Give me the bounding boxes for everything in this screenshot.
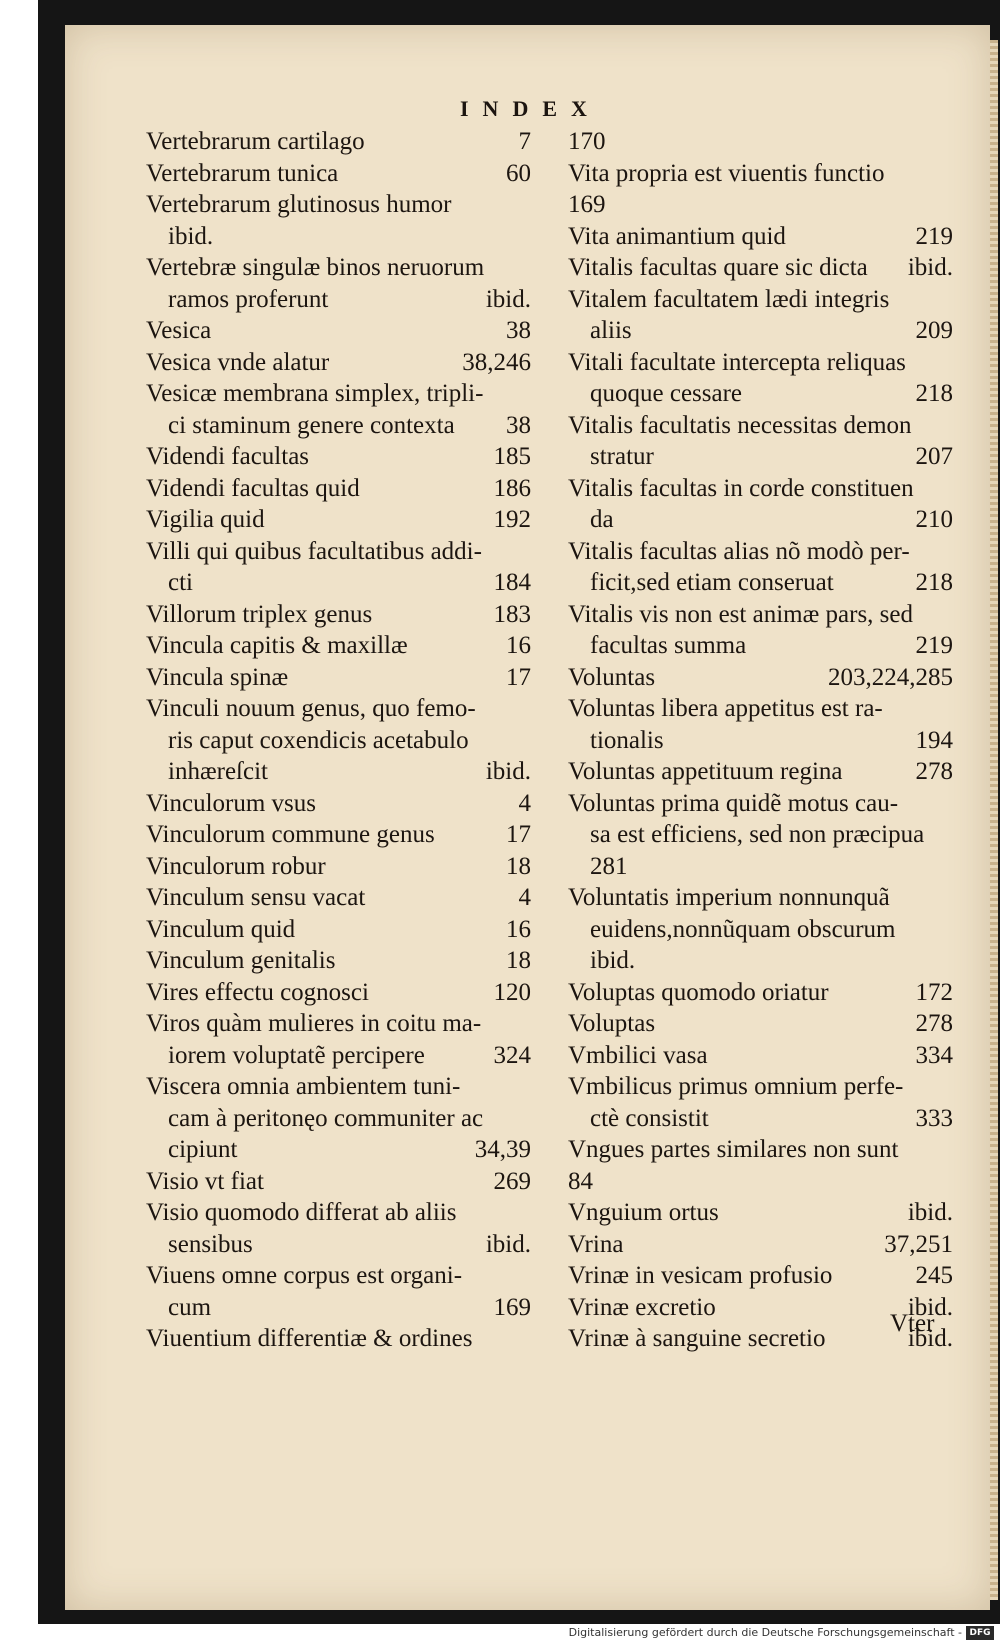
entry-text: Vngues partes similares non sunt: [568, 1136, 899, 1163]
entry-page-number: 194: [915, 726, 953, 754]
entry-text: cti: [168, 569, 193, 596]
index-entry: [568, 819, 953, 851]
index-entry: [568, 315, 953, 347]
entry-text: Vertebrarum tunica: [146, 159, 339, 187]
entry-page-number: 18: [506, 947, 531, 974]
index-entry: [146, 1071, 531, 1103]
index-entry: [568, 725, 953, 757]
page-header: INDEX: [460, 96, 601, 121]
entry-text: Vitalis facultas in corde constituen: [568, 474, 914, 502]
index-entry: [146, 126, 531, 158]
index-entry: [146, 1008, 531, 1040]
entry-text: Vitalis vis non est animæ pars, sed: [568, 600, 913, 628]
index-entry: [568, 1229, 953, 1261]
entry-text: Vigilia quid: [146, 506, 265, 533]
entry-text: inhæreſcit: [168, 758, 268, 785]
entry-text: stratur: [590, 443, 654, 470]
entry-page-number: 16: [506, 632, 531, 659]
entry-page-number: 218: [915, 569, 953, 596]
entry-text: ris caput coxendicis acetabulo: [168, 726, 469, 754]
entry-text: ci staminum genere contexta: [168, 411, 455, 439]
entry-text: quoque cessare: [590, 380, 743, 407]
entry-text: Vincula capitis & maxillæ: [146, 632, 408, 659]
catchword: Vter: [890, 1310, 935, 1337]
index-entry: [568, 504, 953, 536]
entry-text: Vrinæ excretio: [568, 1293, 716, 1321]
entry-text: Voluntas libera appetitus est ra-: [568, 695, 883, 722]
entry-text: ctè consistit: [590, 1104, 709, 1132]
entry-text: Vesica vnde alatur: [146, 348, 330, 376]
entry-text: Vrinæ à sanguine secretio: [568, 1325, 826, 1352]
index-entry: [568, 1166, 953, 1198]
entry-page-number: 183: [493, 600, 531, 628]
index-entry: [146, 851, 531, 883]
index-entry: [568, 788, 953, 820]
index-entry: [146, 410, 531, 442]
entry-page-number: 7: [518, 128, 531, 155]
index-entry: [146, 189, 531, 221]
index-entry: [568, 693, 953, 725]
entry-page-number: 17: [506, 663, 531, 691]
entry-text: Viros quàm mulieres in coitu ma-: [146, 1010, 482, 1037]
index-entry: [568, 347, 953, 379]
index-entry: [568, 567, 953, 599]
index-entry: [568, 252, 953, 284]
index-entry: [146, 536, 531, 568]
entry-page-number: 218: [915, 380, 953, 407]
entry-page-number: 169: [493, 1293, 531, 1321]
index-entry: [146, 756, 531, 788]
entry-text: ibid.: [168, 222, 214, 250]
entry-page-number: 4: [518, 789, 531, 817]
index-entry: [146, 1166, 531, 1198]
entry-page-number: 245: [915, 1262, 953, 1289]
entry-text: Vincula spinæ: [146, 663, 289, 691]
entry-page-number: 120: [493, 978, 531, 1006]
index-entry: [146, 441, 531, 473]
entry-text: Vires effectu cognosci: [146, 978, 369, 1006]
right-index-column: [568, 126, 953, 1355]
entry-text: Villorum triplex genus: [146, 600, 373, 628]
entry-page-number: 207: [915, 443, 953, 470]
entry-text: Voluntatis imperium nonnunquã: [568, 884, 890, 911]
entry-text: iorem voluptatẽ percipere: [168, 1041, 425, 1069]
dfg-logo: DFG: [966, 1626, 994, 1640]
entry-text: Vmbilicus primus omnium perfe-: [568, 1073, 904, 1100]
entry-page-number: 324: [493, 1041, 531, 1069]
entry-text: Voluptas quomodo oriatur: [568, 978, 829, 1006]
index-entry: [568, 126, 953, 158]
entry-text: Vitali facultate intercepta reliquas: [568, 348, 906, 376]
index-entry: [146, 1260, 531, 1292]
entry-text: ibid.: [590, 947, 636, 974]
entry-page-number: ibid.: [485, 758, 531, 785]
entry-page-number: 184: [493, 569, 531, 596]
index-entry: [568, 1040, 953, 1072]
entry-page-number: 203,224,285: [828, 663, 953, 691]
entry-text: Vertebræ singulæ binos neruorum: [146, 254, 485, 281]
index-entry: [146, 945, 531, 977]
index-entry: [146, 788, 531, 820]
entry-text: cipiunt: [168, 1136, 238, 1163]
entry-text: Vesicæ membrana simplex, tripli-: [146, 380, 484, 407]
entry-text: euidens,nonnũquam obscurum: [590, 915, 896, 943]
index-entry: [146, 504, 531, 536]
entry-text: 84: [568, 1167, 593, 1195]
entry-text: Vinculorum commune genus: [146, 821, 435, 848]
entry-text: Viscera omnia ambientem tuni-: [146, 1073, 461, 1100]
index-entry: [568, 1134, 953, 1166]
entry-text: ficit,sed etiam conseruat: [590, 569, 834, 596]
index-entry: [568, 284, 953, 316]
footer-bar: [0, 1624, 1000, 1643]
index-entry: [146, 1229, 531, 1261]
entry-page-number: ibid.: [485, 1230, 531, 1258]
entry-page-number: 37,251: [884, 1230, 953, 1258]
entry-text: Vitalem facultatem lædi integris: [568, 285, 890, 313]
entry-text: Vitalis facultas quare sic dicta: [568, 254, 868, 281]
left-index-column: [146, 126, 531, 1355]
entry-page-number: 38,246: [462, 348, 531, 376]
entry-text: Voluntas: [568, 663, 656, 691]
entry-text: Voluptas: [568, 1010, 656, 1037]
entry-text: Vrinæ in vesicam profusio: [568, 1262, 833, 1289]
index-entry: [568, 1071, 953, 1103]
index-entry: [146, 725, 531, 757]
entry-page-number: ibid.: [907, 1293, 953, 1321]
index-entry: [146, 977, 531, 1009]
index-entry: [146, 630, 531, 662]
entry-page-number: 334: [915, 1041, 953, 1069]
index-entry: [568, 851, 953, 883]
entry-page-number: 278: [915, 1010, 953, 1037]
index-entry: [568, 189, 953, 221]
entry-text: Vita animantium quid: [568, 222, 786, 250]
index-entry: [568, 441, 953, 473]
entry-text: 170: [568, 128, 606, 155]
entry-page-number: 219: [915, 632, 953, 659]
entry-page-number: ibid.: [907, 1199, 953, 1226]
entry-text: da: [590, 506, 614, 533]
entry-text: aliis: [590, 317, 632, 344]
index-entry: [146, 662, 531, 694]
index-entry: [568, 1197, 953, 1229]
entry-text: cum: [168, 1293, 212, 1321]
entry-page-number: 269: [493, 1167, 531, 1195]
entry-page-number: 38: [506, 411, 531, 439]
entry-text: Viuens omne corpus est organi-: [146, 1262, 463, 1289]
entry-text: Vitalis facultas alias nõ modò per-: [568, 537, 910, 565]
entry-text: Vinculum quid: [146, 915, 296, 943]
entry-text: Videndi facultas: [146, 443, 310, 470]
index-entry: [568, 221, 953, 253]
entry-text: 281: [590, 852, 628, 880]
footer-credit: Digitalisierung gefördert durch die Deutsche Forschungsgemeinschaft -: [568, 1626, 962, 1639]
entry-text: Vitalis facultatis necessitas demon: [568, 411, 912, 439]
index-entry: [568, 945, 953, 977]
entry-page-number: 186: [493, 474, 531, 502]
entry-text: Visio vt fiat: [146, 1167, 264, 1195]
index-entry: [568, 662, 953, 694]
index-entry: [146, 378, 531, 410]
entry-text: Visio quomodo differat ab aliis: [146, 1199, 457, 1226]
entry-text: cam à peritonęo communiter ac: [168, 1104, 484, 1132]
entry-text: Vesica: [146, 317, 212, 344]
index-entry: [146, 567, 531, 599]
entry-text: Vinculorum robur: [146, 852, 326, 880]
entry-page-number: 219: [915, 222, 953, 250]
index-entry: [568, 1260, 953, 1292]
index-entry: [146, 221, 531, 253]
entry-page-number: 278: [915, 758, 953, 785]
index-entry: [568, 158, 953, 190]
entry-text: Vertebrarum cartilago: [146, 128, 365, 155]
page-edge: [990, 40, 998, 1600]
index-entry: [568, 1103, 953, 1135]
index-entry: [146, 882, 531, 914]
index-entry: [568, 630, 953, 662]
entry-text: Vnguium ortus: [568, 1199, 719, 1226]
index-entry: [568, 882, 953, 914]
entry-text: Vinculum sensu vacat: [146, 884, 366, 911]
index-entry: [568, 378, 953, 410]
entry-page-number: 34,39: [474, 1136, 531, 1163]
entry-page-number: 4: [518, 884, 531, 911]
entry-text: Viuentium differentiæ & ordines: [146, 1325, 473, 1352]
entry-page-number: 38: [506, 317, 531, 344]
index-entry: [568, 473, 953, 505]
index-entry: [568, 756, 953, 788]
index-entry: [146, 315, 531, 347]
entry-page-number: ibid.: [907, 254, 953, 281]
entry-page-number: 185: [493, 443, 531, 470]
entry-text: Vmbilici vasa: [568, 1041, 708, 1069]
entry-text: Videndi facultas quid: [146, 474, 360, 502]
entry-text: Voluntas prima quidẽ motus cau-: [568, 789, 899, 817]
entry-text: facultas summa: [590, 632, 747, 659]
index-entry: [568, 599, 953, 631]
entry-text: Vinculi nouum genus, quo femo-: [146, 695, 476, 722]
index-entry: [146, 1040, 531, 1072]
entry-text: 169: [568, 191, 606, 218]
entry-text: Vertebrarum glutinosus humor: [146, 191, 452, 218]
entry-text: sa est efficiens, sed non præcipua: [590, 821, 925, 848]
entry-page-number: 210: [915, 506, 953, 533]
index-entry: [146, 599, 531, 631]
entry-page-number: 333: [915, 1104, 953, 1132]
index-entry: [146, 693, 531, 725]
index-entry: [568, 914, 953, 946]
index-entry: [568, 977, 953, 1009]
index-entry: [146, 1103, 531, 1135]
index-entry: [146, 252, 531, 284]
index-entry: [146, 158, 531, 190]
entry-page-number: 192: [493, 506, 531, 533]
entry-text: ramos proferunt: [168, 285, 329, 313]
entry-page-number: ibid.: [907, 1325, 953, 1352]
entry-text: Vrina: [568, 1230, 624, 1258]
entry-text: Voluntas appetituum regina: [568, 758, 843, 785]
entry-page-number: 16: [506, 915, 531, 943]
entry-page-number: 17: [506, 821, 531, 848]
index-entry: [568, 1008, 953, 1040]
entry-text: tionalis: [590, 726, 664, 754]
entry-text: Vinculum genitalis: [146, 947, 336, 974]
index-entry: [146, 1134, 531, 1166]
entry-text: Vita propria est viuentis functio: [568, 159, 885, 187]
index-entry: [146, 473, 531, 505]
entry-page-number: ibid.: [485, 285, 531, 313]
entry-page-number: 172: [915, 978, 953, 1006]
index-entry: [568, 536, 953, 568]
entry-page-number: 18: [506, 852, 531, 880]
index-entry: [146, 347, 531, 379]
entry-page-number: 60: [506, 159, 531, 187]
entry-text: Villi qui quibus facultatibus addi-: [146, 537, 482, 565]
index-entry: [146, 819, 531, 851]
index-entry: [146, 914, 531, 946]
index-entry: [568, 410, 953, 442]
entry-page-number: 209: [915, 317, 953, 344]
index-entry: [146, 1197, 531, 1229]
index-entry: [146, 1323, 531, 1355]
entry-text: sensibus: [168, 1230, 253, 1258]
index-entry: [146, 284, 531, 316]
index-entry: [146, 1292, 531, 1324]
entry-text: Vinculorum vsus: [146, 789, 317, 817]
